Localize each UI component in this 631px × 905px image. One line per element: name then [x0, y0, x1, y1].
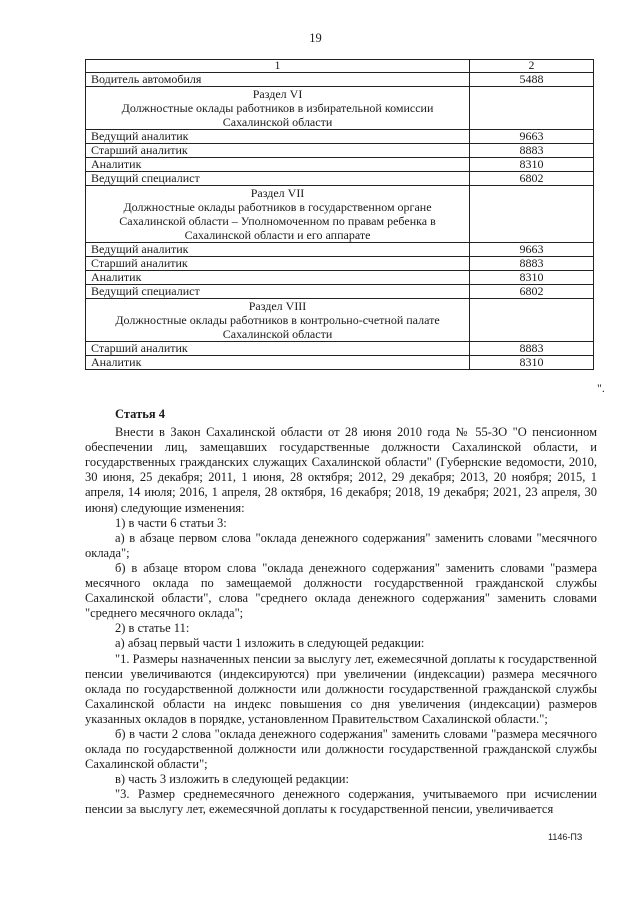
section-title-line: Сахалинской области – Уполномоченном по правам ребенка в: [119, 214, 436, 228]
article-paragraph: Внести в Закон Сахалинской области от 28 июня 2010 года № 55-ЗО "О пенсионном обеспечении лиц, замещавших государственные должности Сахалинской области, и государственных гражданских служащих Сахалинской области" (Губернские ведомости, 2010, 30 июня, 25 декабря; 2011, 1 июня, 28 октября; 2012, 29 декабря; 2013, 20 ноября; 2015, 1 апреля, 14 июля; 2016, 1 апреля, 28 октября, 16 декабря; 2018, 19 декабря; 2021, 23 апреля, 30 июня) следующие изменения:: [85, 425, 597, 515]
salary-cell: [470, 299, 594, 342]
salary-cell: 8310: [470, 356, 594, 370]
table-row: [86, 158, 594, 172]
article-paragraph: в) часть 3 изложить в следующей редакции:: [115, 772, 349, 787]
table-row: [86, 172, 594, 186]
section-title-line: Должностные оклады работников в избирательной комиссии: [121, 101, 434, 115]
article-paragraphs: [85, 425, 597, 817]
table-row: [86, 257, 594, 271]
article-paragraph: 1) в части 6 статьи 3:: [115, 515, 227, 530]
section-header-row: [86, 186, 594, 243]
table-row: [86, 144, 594, 158]
salary-cell: 8310: [470, 271, 594, 285]
document-code: 1146-ПЗ: [548, 832, 583, 842]
table-row: [86, 356, 594, 370]
table-row: [86, 285, 594, 299]
salary-cell: 6802: [470, 285, 594, 299]
table-header-row: [86, 60, 594, 73]
table-row: [86, 243, 594, 257]
column-header-2: 2: [470, 60, 594, 73]
article-text: [85, 407, 597, 818]
salary-cell: [470, 186, 594, 243]
section-title-cell: [86, 186, 470, 243]
article-paragraph: а) абзац первый части 1 изложить в следующей редакции:: [115, 636, 425, 651]
position-cell: Ведущий специалист: [86, 285, 470, 299]
section-title-line: Сахалинской области и его аппарате: [184, 228, 371, 242]
section-header-row: [86, 87, 594, 130]
article-paragraph: 2) в статье 11:: [115, 621, 190, 636]
salary-cell: 8883: [470, 257, 594, 271]
article-paragraph: а) в абзаце первом слова "оклада денежного содержания" заменить словами "месячного оклада";: [85, 530, 597, 560]
section-title-cell: [86, 299, 470, 342]
salary-cell: 8883: [470, 342, 594, 356]
section-number: Раздел VII: [250, 186, 305, 200]
article-title: Статья 4: [115, 407, 165, 421]
salary-cell: 6802: [470, 172, 594, 186]
position-cell: Аналитик: [86, 271, 470, 285]
article-paragraph: б) в абзаце втором слова "оклада денежного содержания" заменить словами "размера месячного оклада по замещаемой должности государственной гражданской службы Сахалинской области", слова "среднего оклада денежного содержания" заменить словами "среднего месячного оклада";: [85, 560, 597, 621]
position-cell: Старший аналитик: [86, 144, 470, 158]
salary-cell: 8310: [470, 158, 594, 172]
salary-cell: 9663: [470, 243, 594, 257]
section-title-line: Сахалинской области: [222, 115, 333, 129]
article-paragraph: "1. Размеры назначенных пенсии за выслугу лет, ежемесячной доплаты к государственной пенсии увеличиваются (индексируются) при увеличении (индексации) размера месячного оклада по государственной должности или должности государственной гражданской службы Сахалинской области на индекс повышения со дня увеличения (индексации) размеров указанных окладов в порядке, установленном Правительством Сахалинской области.";: [85, 651, 597, 726]
table-row: [86, 73, 594, 87]
article-paragraph: б) в части 2 слова "оклада денежного содержания" заменить словами "размера месячного оклада по государственной должности или должности государственной гражданской службы Сахалинской области";: [85, 726, 597, 772]
section-header-row: [86, 299, 594, 342]
position-cell: Ведущий аналитик: [86, 243, 470, 257]
position-cell: Аналитик: [86, 356, 470, 370]
position-cell: Ведущий аналитик: [86, 130, 470, 144]
section-title-line: Должностные оклады работников в контрольно-счетной палате: [115, 313, 440, 327]
salary-cell: 9663: [470, 130, 594, 144]
position-cell: Аналитик: [86, 158, 470, 172]
column-header-1: 1: [86, 60, 470, 73]
salary-cell: 5488: [470, 73, 594, 87]
closing-quote: ".: [597, 381, 605, 395]
section-title-cell: [86, 87, 470, 130]
section-number: Раздел VIII: [248, 299, 307, 313]
position-cell: Старший аналитик: [86, 342, 470, 356]
position-cell: Ведущий специалист: [86, 172, 470, 186]
section-title-line: Должностные оклады работников в государственном органе: [123, 200, 432, 214]
salary-cell: 8883: [470, 144, 594, 158]
salary-table: [85, 59, 594, 370]
section-title-line: Сахалинской области: [222, 327, 333, 341]
position-cell: Водитель автомобиля: [86, 73, 470, 87]
table-row: [86, 130, 594, 144]
article-paragraph: "3. Размер среднемесячного денежного содержания, учитываемого при исчислении пенсии за выслугу лет, ежемесячной доплаты к государственной пенсии, увеличивается: [85, 787, 597, 817]
table-row: [86, 271, 594, 285]
salary-cell: [470, 87, 594, 130]
salary-table-body: [86, 60, 594, 370]
table-row: [86, 342, 594, 356]
page-number: 19: [309, 31, 322, 45]
position-cell: Старший аналитик: [86, 257, 470, 271]
section-number: Раздел VI: [252, 87, 303, 101]
